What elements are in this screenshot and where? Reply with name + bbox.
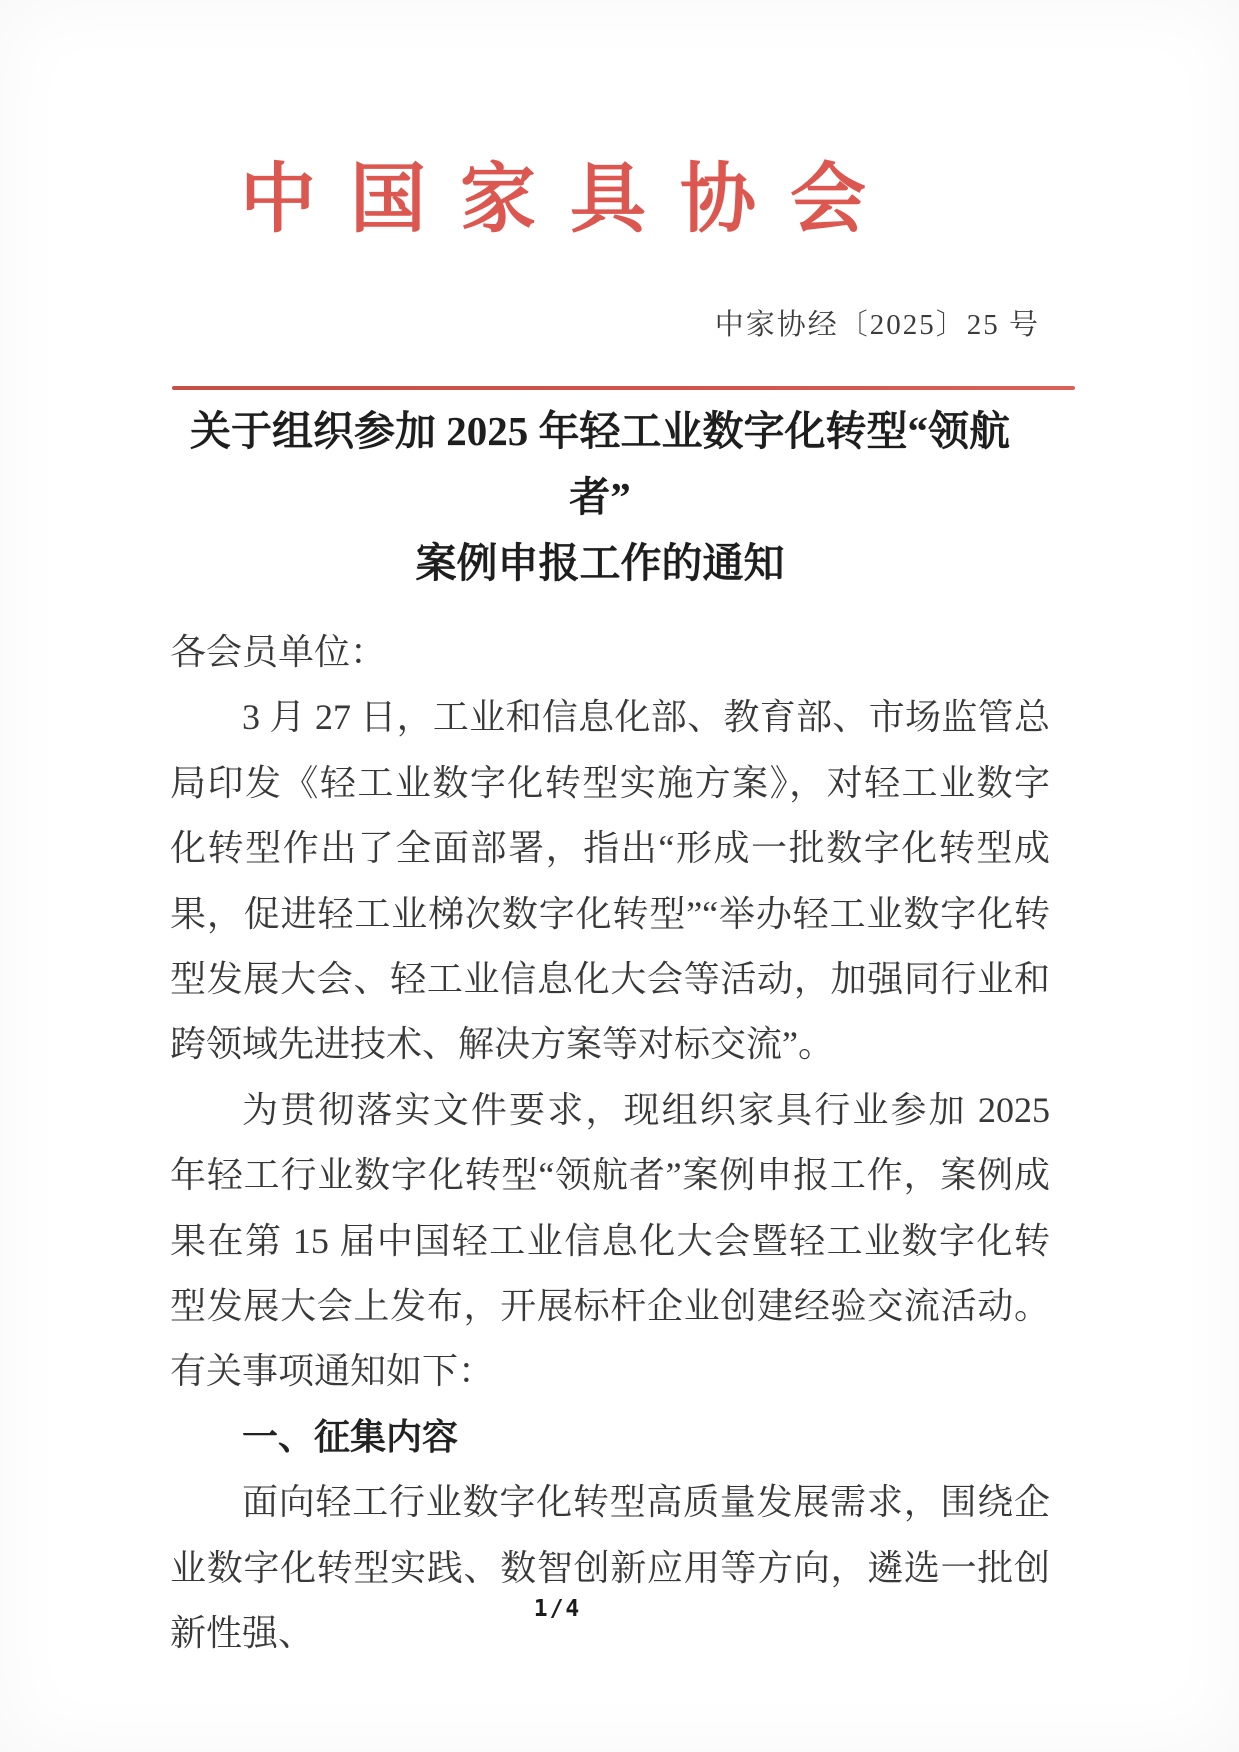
document-body bbox=[170, 620, 1050, 1667]
paragraph-2: 为贯彻落实文件要求，现组织家具行业参加 2025 年轻工行业数字化转型“领航者”案例申报工作，案例成果在第 15 届中国轻工业信息化大会暨轻工业数字化转型发展大会上发布，开展标杆企业创建经验交流活动。有关事项通知如下： bbox=[170, 1089, 1050, 1392]
section-1-heading: 一、征集内容 bbox=[242, 1416, 459, 1457]
document-title-line-2: 案例申报工作的通知 bbox=[415, 540, 785, 586]
page-number: 1/4 bbox=[533, 1596, 582, 1622]
letterhead-divider-line bbox=[172, 386, 1075, 390]
salutation: 各会员单位： bbox=[170, 632, 387, 672]
org-letterhead-title: 中国家具协会 bbox=[240, 158, 900, 242]
document-title-line-1: 关于组织参加 2025 年轻工业数字化转型“领航者” bbox=[190, 408, 1010, 520]
document-title bbox=[160, 398, 1040, 596]
paragraph-3: 面向轻工行业数字化转型高质量发展需求，围绕企业数字化转型实践、数智创新应用等方向，遴选一批创新性强、 bbox=[170, 1482, 1050, 1654]
paragraph-1: 3 月 27 日，工业和信息化部、教育部、市场监管总局印发《轻工业数字化转型实施方案》，对轻工业数字化转型作出了全面部署，指出“形成一批数字化转型成果，促进轻工业梯次数字化转型”“举办轻工业数字化转型发展大会、轻工业信息化大会等活动，加强同行业和跨领域先进技术、解决方案等对标交流”。 bbox=[170, 697, 1050, 1065]
document-number: 中家协经〔2025〕25 号 bbox=[714, 309, 1040, 341]
